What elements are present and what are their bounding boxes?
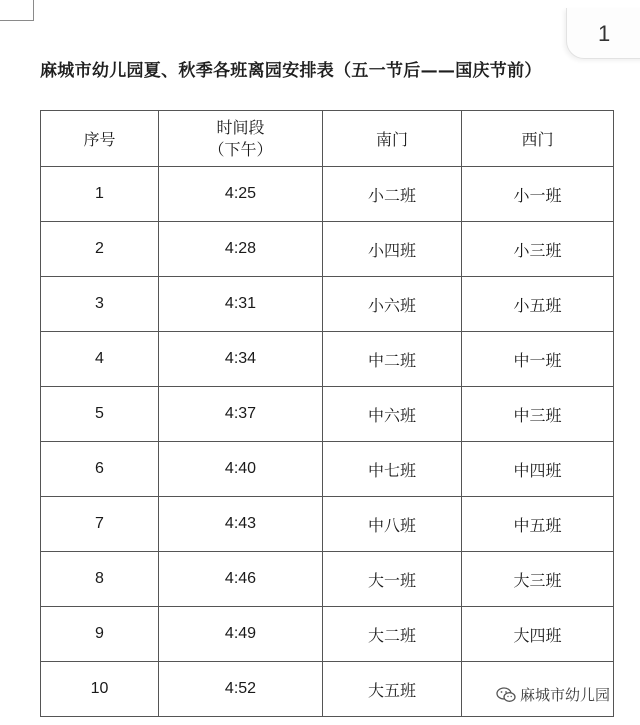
cell-south-gate: 小二班 (323, 167, 462, 222)
cell-west-gate: 小三班 (462, 222, 614, 277)
header-south-gate: 南门 (323, 111, 462, 167)
header-time-label: 时间段 (216, 117, 265, 137)
cell-seq: 1 (41, 167, 159, 222)
page-corner-mark (0, 0, 34, 21)
cell-south-gate: 大一班 (323, 552, 462, 607)
dismissal-schedule-table (40, 110, 614, 717)
cell-seq: 4 (41, 332, 159, 387)
cell-south-gate: 中二班 (323, 332, 462, 387)
cell-seq: 7 (41, 497, 159, 552)
cell-west-gate: 中五班 (462, 497, 614, 552)
cell-west-gate: 中三班 (462, 387, 614, 442)
cell-seq: 3 (41, 277, 159, 332)
header-west-gate: 西门 (462, 111, 614, 167)
table-row (41, 222, 614, 277)
cell-seq: 5 (41, 387, 159, 442)
cell-west-gate: 小五班 (462, 277, 614, 332)
cell-time: 4:25 (159, 167, 323, 222)
document-title: 麻城市幼儿园夏、秋季各班离园安排表（五一节后——国庆节前） (40, 61, 542, 81)
table-row (41, 497, 614, 552)
cell-seq: 9 (41, 607, 159, 662)
cell-time: 4:40 (159, 442, 323, 497)
cell-time: 4:49 (159, 607, 323, 662)
table-row (41, 387, 614, 442)
table-header-row (41, 111, 614, 167)
wechat-watermark (496, 684, 610, 705)
cell-time: 4:34 (159, 332, 323, 387)
header-time (159, 111, 323, 167)
table-row (41, 607, 614, 662)
cell-time: 4:43 (159, 497, 323, 552)
cell-time: 4:28 (159, 222, 323, 277)
header-time-sub: （下午） (208, 139, 273, 159)
cell-south-gate: 小六班 (323, 277, 462, 332)
cell-time: 4:52 (159, 662, 323, 717)
table-row (41, 552, 614, 607)
cell-west-gate: 大四班 (462, 607, 614, 662)
cell-west-gate: 大三班 (462, 552, 614, 607)
cell-south-gate: 小四班 (323, 222, 462, 277)
cell-seq: 2 (41, 222, 159, 277)
cell-south-gate: 大二班 (323, 607, 462, 662)
cell-west-gate: 中四班 (462, 442, 614, 497)
table-row (41, 442, 614, 497)
page-number: 1 (598, 21, 611, 46)
watermark-text: 麻城市幼儿园 (520, 686, 611, 704)
header-seq: 序号 (41, 111, 159, 167)
cell-south-gate: 中六班 (323, 387, 462, 442)
cell-west-gate: 中一班 (462, 332, 614, 387)
cell-west-gate: 小一班 (462, 167, 614, 222)
table-row (41, 332, 614, 387)
wechat-icon (496, 687, 516, 703)
table-row (41, 277, 614, 332)
cell-seq: 10 (41, 662, 159, 717)
cell-seq: 8 (41, 552, 159, 607)
cell-time: 4:46 (159, 552, 323, 607)
table-row (41, 167, 614, 222)
cell-south-gate: 中八班 (323, 497, 462, 552)
cell-time: 4:37 (159, 387, 323, 442)
cell-seq: 6 (41, 442, 159, 497)
cell-south-gate: 大五班 (323, 662, 462, 717)
cell-time: 4:31 (159, 277, 323, 332)
cell-south-gate: 中七班 (323, 442, 462, 497)
